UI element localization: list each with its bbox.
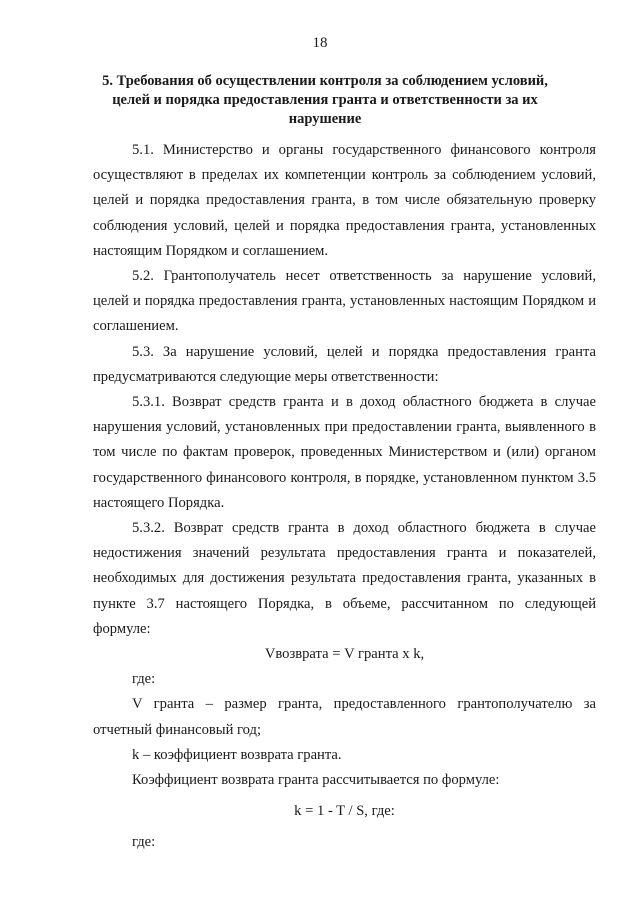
formula-coefficient: k = 1 - T / S, где:	[294, 803, 395, 820]
coefficient-intro: Коэффициент возврата гранта рассчитывается по формуле:	[132, 772, 500, 789]
paragraph-5-2: 5.2. Грантополучатель несет ответственность за нарушение условий, целей и порядка предоставления гранта, установленных настоящим Порядком и соглашением.	[93, 268, 596, 335]
paragraph-5-1: 5.1. Министерство и органы государственного финансового контроля осуществляют в пределах их компетенции контроль за соблюдением условий, целей и порядка предоставления гранта, в том числе обязательную проверку соблюдения условий, целей и порядка предоставления гранта, установленных настоящим Порядком и соглашением.	[93, 142, 596, 259]
paragraph-5-3: 5.3. За нарушение условий, целей и порядка предоставления гранта предусматриваются следующие меры ответственности:	[93, 343, 596, 385]
section-heading: 5. Требования об осуществлении контроля за соблюдением условий, целей и порядка предоставления гранта и ответственности за их нарушение	[102, 73, 548, 127]
paragraph-5-3-1: 5.3.1. Возврат средств гранта и в доход областного бюджета в случае нарушения условий, установленных при предоставлении гранта, выявленного в том числе по фактам проверок, проведенных Министерством и (или) органом государственного финансового контроля, в порядке, установленном пунктом 3.5 настоящего Порядка.	[93, 394, 596, 511]
page-number: 18	[312, 35, 328, 51]
where-label-2: где:	[132, 834, 156, 851]
where-label-1: где:	[132, 671, 156, 688]
formula-return-amount: Vвозврата = V гранта x k,	[264, 646, 425, 663]
definition-k: k – коэффициент возврата гранта.	[132, 746, 342, 763]
paragraph-5-3-2: 5.3.2. Возврат средств гранта в доход областного бюджета в случае недостижения значений результата предоставления гранта и показателей, необходимых для достижения результата предоставления гранта, указанных в пункте 3.7 настоящего Порядка, в объеме, рассчитанном по следующей формуле:	[93, 520, 596, 637]
definition-v-grant: V гранта – размер гранта, предоставленного грантополучателю за отчетный финансовый год;	[93, 696, 596, 738]
document-body	[93, 138, 596, 856]
